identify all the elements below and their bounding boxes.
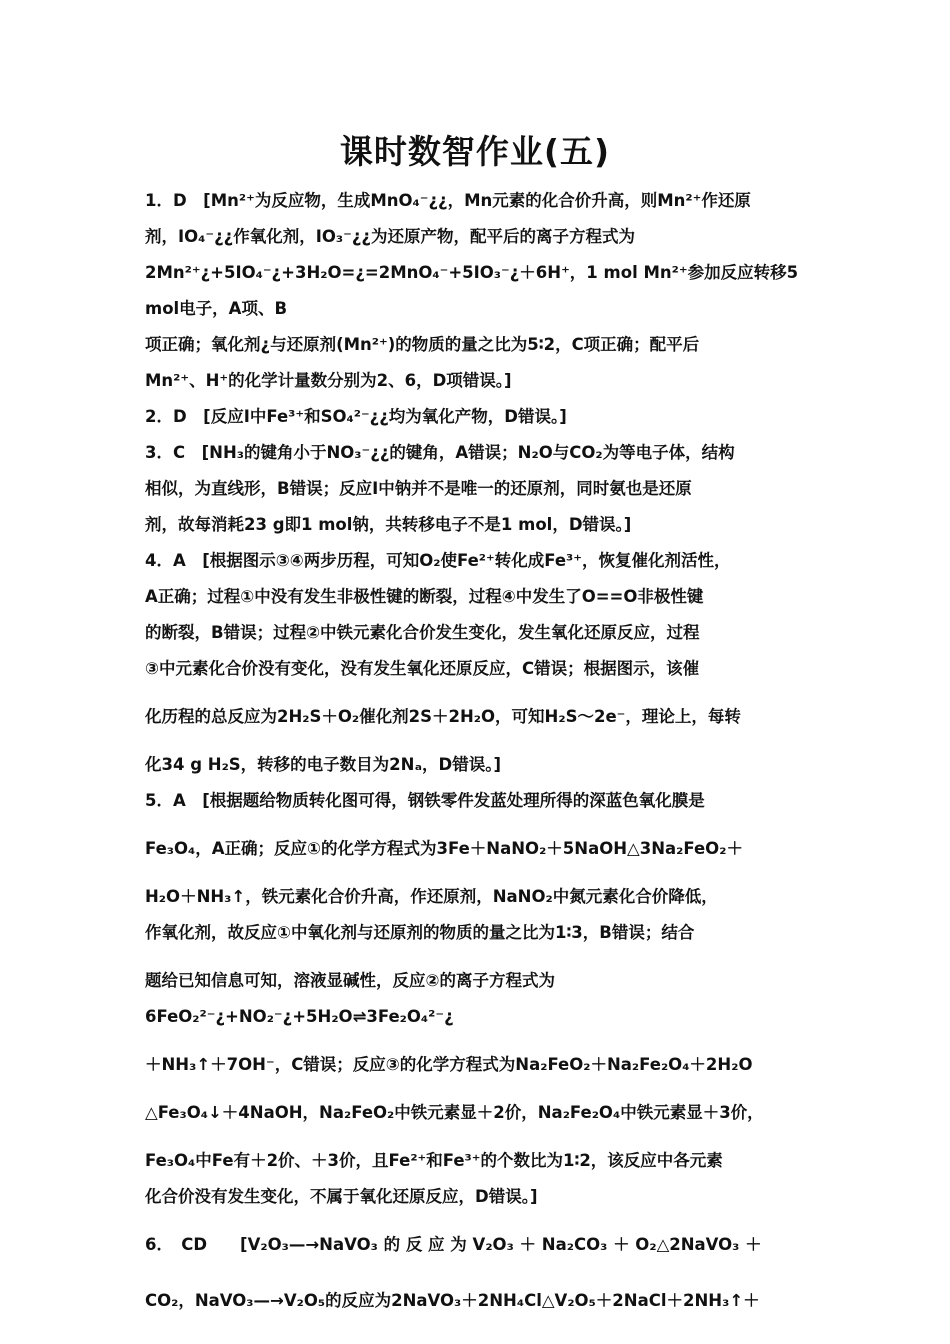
answer-item-4 <box>145 543 810 783</box>
answer-line: 化34 g H₂S，转移的电子数目为2Nₐ，D错误。] <box>145 755 502 774</box>
answer-list <box>145 183 810 1319</box>
answer-line: 2Mn²⁺¿+5IO₄⁻¿+3H₂O=¿=2MnO₄⁻+5IO₃⁻¿＋6H⁺，1 mol Mn²⁺参加反应转移5 mol电子，A项、B <box>145 263 799 318</box>
answer-line: 化合价没有发生变化，不属于氧化还原反应，D错误。] <box>145 1187 538 1206</box>
answer-line: H₂O＋NH₃↑，铁元素化合价升高，作还原剂，NaNO₂中氮元素化合价降低， <box>145 887 718 906</box>
answer-line: △Fe₃O₄↓＋4NaOH，Na₂FeO₂中铁元素显＋2价，Na₂Fe₂O₄中铁元素显＋3价， <box>145 1103 764 1122</box>
answer-line: 2．D [反应Ⅰ中Fe³⁺和SO₄²⁻¿¿均为氧化产物，D错误。] <box>145 407 567 426</box>
answer-line: A正确；过程①中没有发生非极性键的断裂，过程④中发生了O==O非极性键 <box>145 587 704 606</box>
answer-item-1 <box>145 183 810 399</box>
answer-line: ＋NH₃↑＋7OH⁻，C错误；反应③的化学方程式为Na₂FeO₂＋Na₂Fe₂O₄＋2H₂O <box>145 1055 753 1074</box>
answer-line: 相似，为直线形，B错误；反应Ⅰ中钠并不是唯一的还原剂，同时氨也是还原 <box>145 479 692 498</box>
answer-item-2 <box>145 399 810 435</box>
answer-line: 剂，故每消耗23 g即1 mol钠，共转移电子不是1 mol，D错误。] <box>145 515 632 534</box>
answer-line: ③中元素化合价没有变化，没有发生氧化还原反应，C错误；根据图示，该催 <box>145 659 700 678</box>
answer-line: 5．A [根据题给物质转化图可得，钢铁零件发蓝处理所得的深蓝色氧化膜是 <box>145 791 705 810</box>
answer-line: Mn²⁺、H⁺的化学计量数分别为2、6，D项错误。] <box>145 371 512 390</box>
answer-line: 6． CD [V₂O₃—→NaVO₃ 的 反 应 为 V₂O₃ ＋ Na₂CO₃ ＋ O₂△2NaVO₃ ＋ <box>145 1235 762 1254</box>
answer-line: 作氧化剂，故反应①中氧化剂与还原剂的物质的量之比为1∶3，B错误；结合 <box>145 923 695 942</box>
answer-line: Fe₃O₄中Fe有＋2价、＋3价，且Fe²⁺和Fe³⁺的个数比为1∶2，该反应中各元素 <box>145 1151 723 1170</box>
answer-line: Fe₃O₄，A正确；反应①的化学方程式为3Fe＋NaNO₂＋5NaOH△3Na₂FeO₂＋ <box>145 839 743 858</box>
answer-line: 项正确；氧化剂¿与还原剂(Mn²⁺)的物质的量之比为5∶2，C项正确；配平后 <box>145 335 700 354</box>
answer-line: 的断裂，B错误；过程②中铁元素化合价发生变化，发生氧化还原反应，过程 <box>145 623 700 642</box>
answer-item-6 <box>145 1227 810 1319</box>
answer-item-3 <box>145 435 810 543</box>
answer-line: CO₂，NaVO₃—→V₂O₅的反应为2NaVO₃＋2NH₄Cl△V₂O₅＋2NaCl＋2NH₃↑＋ <box>145 1291 760 1310</box>
page-title: 课时数智作业(五) <box>339 132 611 171</box>
answer-line: 剂，IO₄⁻¿¿作氧化剂，IO₃⁻¿¿为还原产物，配平后的离子方程式为 <box>145 227 635 246</box>
answer-line: 1．D [Mn²⁺为反应物，生成MnO₄⁻¿¿，Mn元素的化合价升高，则Mn²⁺作还原 <box>145 191 751 210</box>
answer-line: 题给已知信息可知，溶液显碱性，反应②的离子方程式为6FeO₂²⁻¿+NO₂⁻¿+5H₂O⇌3Fe₂O₄²⁻¿ <box>145 971 555 1026</box>
answer-line: 4．A [根据图示③④两步历程，可知O₂使Fe²⁺转化成Fe³⁺，恢复催化剂活性， <box>145 551 731 570</box>
answer-line: 3．C [NH₃的键角小于NO₃⁻¿¿的键角，A错误；N₂O与CO₂为等电子体，结构 <box>145 443 735 462</box>
answer-line: 化历程的总反应为2H₂S＋O₂催化剂2S＋2H₂O，可知H₂S～2e⁻，理论上，每转 <box>145 707 741 726</box>
answer-item-5 <box>145 783 810 1215</box>
